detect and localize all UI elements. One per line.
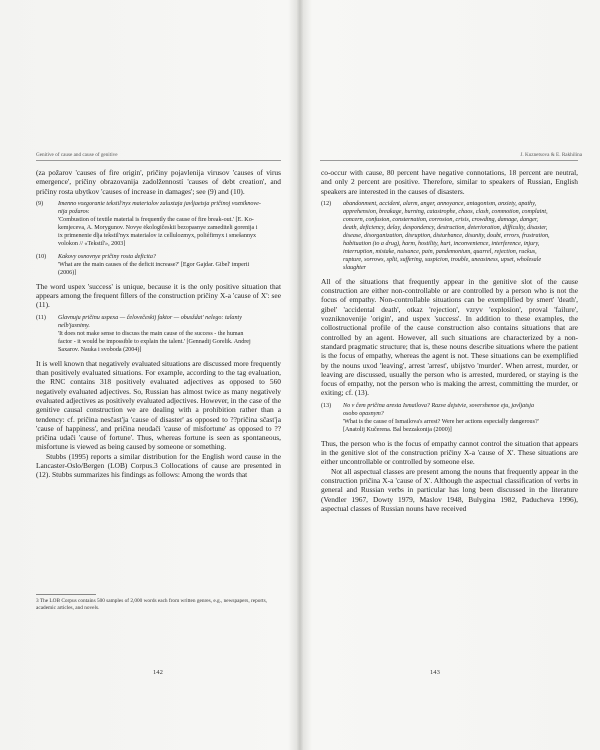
- paragraph: Stubbs (1995) reports a similar distribution for the English word cause in the Lancaster-Oslo/Bergen (LOB) Corpus.3 Collocations of cause are presented in (12). Stubbs summarizes his findings as follows: Among the words that: [36, 451, 281, 480]
- example-number: (9): [36, 200, 44, 207]
- example-line: nelb'jasnimy.: [58, 322, 90, 329]
- example-line: 'What is the cause of Ismailova's arrest? Were her actions especially dangerous?': [343, 418, 539, 425]
- running-head-right: J. Kuznetsova & E. Rakhilina: [520, 152, 582, 158]
- example-line: death, deficiency, delay, despondency, destruction, deterioration, difficulty, disaster,: [343, 224, 548, 231]
- example-number: (10): [36, 253, 47, 260]
- running-head-left: Genitive of cause and cause of genitive: [36, 152, 118, 158]
- example-line: Saxarov. Nauka i svoboda (2004)]: [58, 346, 142, 353]
- left-page-body: [36, 168, 281, 480]
- example-line: abandonment, accident, alarm, anger, annoyance, antagonism, anxiety, apathy,: [343, 200, 537, 207]
- example-line: Glavnuju pričinu uspexa — čelovečeskij faktor — obusždat' nelego: talanty: [58, 314, 242, 321]
- example-number: (11): [36, 314, 46, 321]
- example-text: [343, 200, 578, 272]
- paragraph: Thus, the person who is the focus of empathy cannot control the situation that appears in the genitive slot of the construction pričiny X-a 'cause of X'. These situations are either uncontrollable or controlled by someone else.: [321, 438, 578, 467]
- example-line: volokon // «Tekstil'», 2003]: [58, 240, 126, 247]
- example-line: apprehension, breakage, burning, catastrophe, chaos, clash, commotion, complaint,: [343, 208, 548, 215]
- example-text: [58, 200, 281, 248]
- example-line: slaughter: [343, 264, 367, 271]
- example-line: habituation (to a drug), harm, hostility, hurt, inconvenience, interference, injury,: [343, 240, 540, 247]
- example-line: ix primenenie dlja tekstil'nyx materialov iz cellulozmyx, poliéfirnyx i smešannyx: [58, 232, 257, 239]
- example-11: [36, 314, 281, 354]
- example-line: 'What are the main causes of the deficit increase?' [Egor Gajdar. Gibel' imperii: [58, 261, 250, 268]
- left-page: [0, 0, 298, 750]
- example-line: rupture, sorrows, split, suffering, suspicion, trouble, uneasiness, upset, wholesale: [343, 256, 542, 263]
- paragraph: All of the situations that frequently appear in the genitive slot of the cause construction are either non-controllable or are controlled by a person who is not the focus of empathy. Non-controllable situations can be exemplified by smert' 'death', gibel' 'accidental death', otkaz 'rejection', vzryv 'explosion', proval 'failure', vozniknovenije 'origin', and uspex 'success'. In addition to these examples, the collostructional profile of the cause construction also contains situations that are controlled by an agent. However, all such situations are characterized by a non-standard pragmatic structure; that is, these nouns describe situations where the patient is the focus of empathy, whereas the agent is not. These situations can be exemplified by the nouns uxod 'leaving', arrest 'arrest', ubijstvo 'murder'. When arrest, murder, or leaving are discussed, usually the person who is arrested, murdered, or staying is the focus of empathy, not the person who is making the arrest, committing the murder, or exiting; cf. (13).: [321, 276, 578, 398]
- footnote: 3 The LOB Corpus contains 500 samples of 2,000 words each from written genres, e.g., newspapers, reports, academic articles, and novels.: [36, 598, 268, 611]
- example-line: [Anatolij Kučerena. Bal bezzakonija (2000)]: [343, 426, 452, 433]
- right-page: [302, 0, 600, 750]
- example-line: Imenno vozgoranie tekstil'nyx materialov zaluxtaja javljaetsja pričinoj vozniknove-: [58, 200, 261, 207]
- example-text: [343, 402, 578, 434]
- example-text: [58, 314, 281, 354]
- example-line: nija požarov.: [58, 208, 90, 215]
- example-9: [36, 200, 281, 248]
- paragraph: The word uspex 'success' is unique, because it is the only positive situation that appears among the frequent fillers of the construction pričiny X-a 'cause of X': see (11).: [36, 281, 281, 310]
- example-line: 'Combustion of textile material is frequently the cause of fire break-out.' [E. Ko-: [58, 216, 254, 223]
- header-rule-left: [36, 160, 281, 161]
- example-number: (12): [321, 200, 332, 207]
- example-13: [321, 402, 578, 434]
- example-number: (13): [321, 402, 332, 409]
- right-page-body: [321, 168, 578, 513]
- example-line: concern, confusion, consternation, corrosion, crisis, crowding, damage, danger,: [343, 216, 539, 223]
- example-line: kemjeceva, A. Morygunov. Novye ėkologičeskii bezopasnye zamediteli gorenija i: [58, 224, 258, 231]
- paragraph: It is well known that negatively evaluated situations are discussed more frequently than positively evaluated situations. For example, according to the tag evaluation, the RNC contains 318 positively evaluated adjectives as opposed to 560 negatively evaluated adjectives. So, Russian has almost twice as many negatively evaluated adjectives as positively evaluated adjectives. However, in the case of the genitive causal construction we are dealing with a prohibition rather than a tendency: cf. pričina nesčast'ja 'cause of disaster' as opposed to ??pričina sčast'ja 'cause of happiness', and pričina neudači 'cause of misfortune' as opposed to ??pričina udači 'cause of fortune'. Thus, whereas fortune is seen as spontaneous, misfortune is viewed as being caused by someone or something.: [36, 358, 281, 452]
- example-line: factor - it would be impossible to explain the talent.' [Gennadij Gorelik. Andrej: [58, 338, 251, 345]
- footnote-rule: [36, 594, 96, 595]
- page-number-right: 143: [430, 669, 440, 676]
- example-line: disease, disorganization, disruption, disturbance, disunity, doubt, errors, frustration,: [343, 232, 550, 239]
- paragraph: Not all aspectual classes are present among the nouns that frequently appear in the construction pričina X-a 'cause of X'. Although the aspectual classification of verbs in general and Russian verbs in particular has long been discussed in the literature (Vendler 1967, Dowty 1979, Maslov 1948, Bulygina 1982, Paducheva 1996), aspectual classes of Russian nouns have received: [321, 466, 578, 513]
- example-line: Kakovy osnovnye pričiny rosta deficita?: [58, 253, 156, 260]
- example-line: No v čem pričina aresta Ismailova? Razve dejstvie, sovershenoe eju, javljatsja: [343, 402, 535, 409]
- example-line: interruption, mistake, nuisance, pain, pandemonium, quarrel, rejection, ruckus,: [343, 248, 537, 255]
- paragraph: (za požarov 'causes of fire origin', pričiny pojavlenija virusov 'causes of virus emergence', pričiny obrazovanija zadolženností 'causes of debt creation', and pričiny rosta ubytkov 'causes of increase in damages'; see (9) and (10).: [36, 168, 281, 196]
- example-line: osobo opasnym?: [343, 410, 384, 417]
- page-number-left: 142: [153, 669, 163, 676]
- header-rule-right: [320, 160, 578, 161]
- example-12: [321, 200, 578, 272]
- example-line: (2006)]: [58, 269, 77, 276]
- example-text: [58, 253, 281, 277]
- example-line: 'It does not make sense to discuss the main cause of the success - the human: [58, 330, 244, 337]
- paragraph: co-occur with cause, 80 percent have negative connotations, 18 percent are neutral, and only 2 percent are positive. Therefore, similar to speakers of Russian, English speakers are interested in the causes of disasters.: [321, 168, 578, 196]
- example-10: [36, 253, 281, 277]
